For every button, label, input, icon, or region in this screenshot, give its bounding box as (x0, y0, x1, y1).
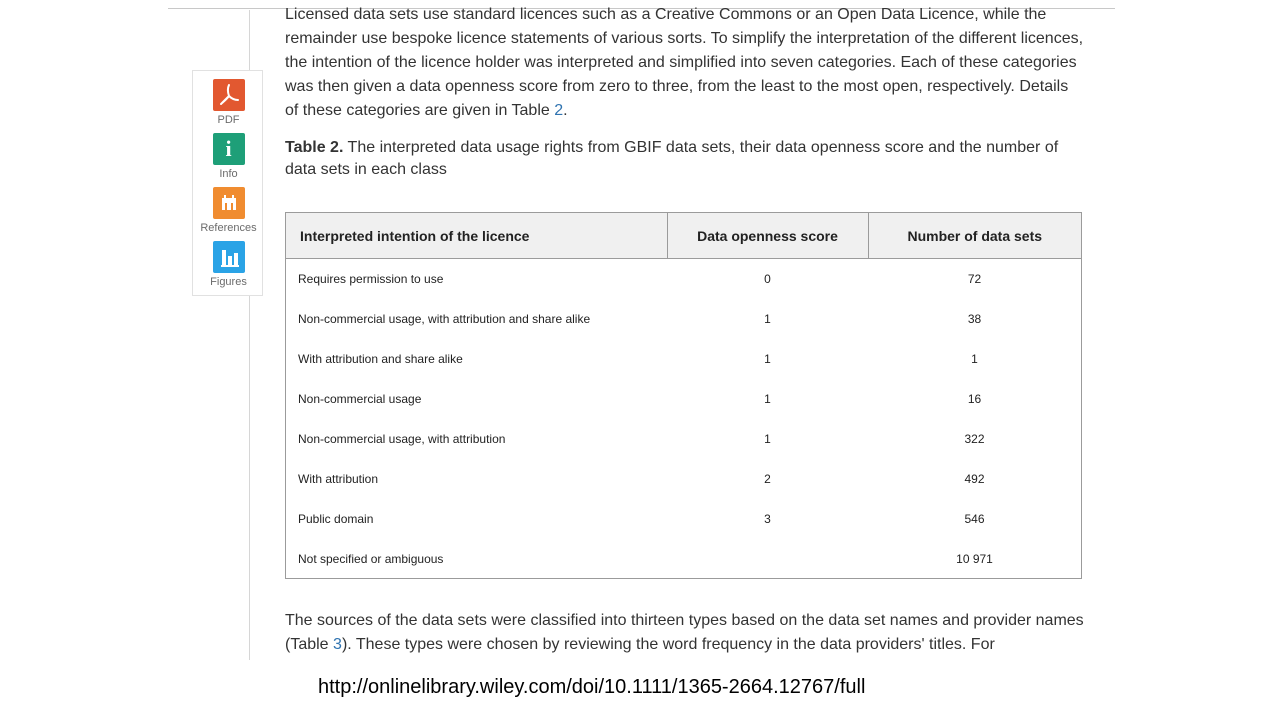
table-row (286, 379, 1081, 419)
figures-label: Figures (210, 276, 247, 288)
score-cell: 0 (764, 272, 771, 286)
licence-cell: Non-commercial usage, with attribution and share alike (298, 312, 591, 326)
column-header: Data openness score (667, 213, 868, 259)
table-row (286, 299, 1081, 339)
licence-cell: With attribution (298, 472, 379, 486)
pdf-label: PDF (217, 114, 240, 126)
column-header: Interpreted intention of the licence (286, 213, 667, 259)
count-cell: 546 (964, 512, 985, 526)
licence-cell: Requires permission to use (298, 272, 444, 286)
paragraph-end: ). These types were chosen by reviewing the word frequency in the data providers' titles. For (341, 636, 995, 653)
table-caption (285, 137, 1085, 181)
info-icon: i (213, 133, 245, 165)
count-cell: 10 971 (956, 552, 993, 566)
licence-cell: Non-commercial usage, with attribution (298, 432, 506, 446)
score-cell: 1 (764, 352, 771, 366)
table-2-link[interactable]: 2 (554, 102, 564, 119)
count-cell: 38 (967, 312, 982, 326)
figures-tool[interactable] (193, 241, 264, 289)
licence-cell: Public domain (298, 512, 374, 526)
count-cell: 16 (967, 392, 982, 406)
article-page (168, 0, 1115, 660)
count-cell: 72 (967, 272, 982, 286)
table-caption-label: Table 2. (285, 139, 344, 156)
body-paragraph (285, 609, 1085, 657)
info-tool[interactable] (193, 133, 264, 181)
table-3-link[interactable]: 3 (333, 636, 342, 653)
score-cell: 2 (764, 472, 771, 486)
pdf-icon (213, 79, 245, 111)
data-table (285, 212, 1082, 579)
score-cell: 1 (764, 432, 771, 446)
licence-cell: Not specified or ambiguous (298, 552, 444, 566)
licence-cell: Non-commercial usage (298, 392, 422, 406)
pdf-tool[interactable] (193, 79, 264, 127)
references-label: References (200, 222, 257, 234)
paragraph-text: Licensed data sets use standard licences such as a Creative Commons or an Open Data Licence, while the remainder use bespoke licence statements of various sorts. To simplify the interpretation of the different licences, the intention of the licence holder was interpreted and simplified into seven categories. Each of these categories was then given a data openness score from zero to three, from the least to the most open, respectively. Details of these categories are given in Table (285, 6, 1084, 119)
table-row (286, 419, 1081, 459)
count-cell: 1 (971, 352, 978, 366)
table-row (286, 459, 1081, 499)
table-row (286, 259, 1081, 300)
score-cell: 1 (764, 392, 771, 406)
source-url: http://onlinelibrary.wiley.com/doi/10.1111/1365-2664.12767/full (318, 676, 866, 698)
table-row (286, 539, 1081, 579)
body-paragraph (285, 3, 1085, 123)
score-cell (667, 539, 868, 579)
score-cell: 1 (764, 312, 771, 326)
licence-cell: With attribution and share alike (298, 352, 463, 366)
count-cell: 322 (964, 432, 985, 446)
references-icon (213, 187, 245, 219)
table-caption-text: The interpreted data usage rights from GBIF data sets, their data openness score and the number of data sets in each class (285, 139, 1059, 178)
figures-icon (213, 241, 245, 273)
article-tools-rail (192, 70, 263, 296)
paragraph-end: . (563, 102, 568, 119)
table-row (286, 339, 1081, 379)
score-cell: 3 (764, 512, 771, 526)
info-label: Info (219, 168, 238, 180)
paragraph-text: The sources of the data sets were classified into thirteen types based on the data set names and provider names (Table (285, 612, 1084, 653)
table-row (286, 499, 1081, 539)
count-cell: 492 (964, 472, 985, 486)
table-header-row (286, 213, 1081, 259)
references-tool[interactable] (193, 187, 264, 235)
column-header: Number of data sets (868, 213, 1081, 259)
